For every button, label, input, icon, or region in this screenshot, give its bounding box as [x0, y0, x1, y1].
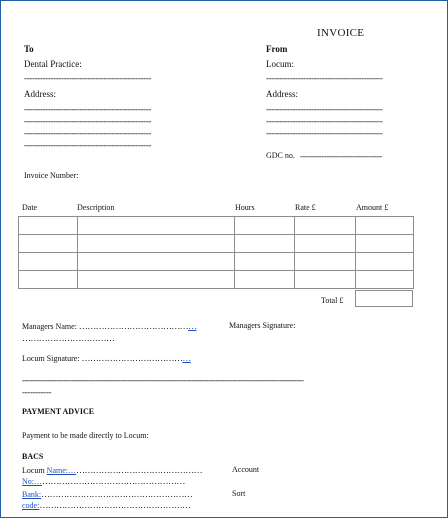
- invoice-title: INVOICE: [317, 27, 365, 39]
- to-heading: To: [24, 44, 34, 54]
- sort-label: Sort: [232, 489, 246, 498]
- to-address-label: Address:: [24, 89, 56, 99]
- bank-row: [22, 490, 192, 499]
- locum-line: --------------------------------------------: [266, 73, 383, 83]
- table-cell[interactable]: [356, 217, 414, 235]
- dental-practice-line: ------------------------------------------------: [24, 73, 152, 83]
- payment-advice-heading: PAYMENT ADVICE: [22, 407, 95, 416]
- col-header-description: Description: [77, 203, 115, 212]
- total-amount-field[interactable]: [355, 290, 413, 307]
- managers-name-link[interactable]: …: [188, 321, 197, 331]
- payment-note: Payment to be made directly to Locum:: [22, 431, 149, 440]
- locum-name-link[interactable]: Name:…: [46, 466, 76, 475]
- col-header-hours: Hours: [235, 203, 255, 212]
- table-cell[interactable]: [77, 235, 235, 253]
- table-cell[interactable]: [77, 217, 235, 235]
- table-cell[interactable]: [295, 235, 356, 253]
- from-address-line: --------------------------------------------: [266, 104, 383, 114]
- managers-name-dots-continued: ……………………………: [22, 333, 115, 343]
- total-label: Total £: [321, 296, 344, 305]
- sort-code-dots: ………………………………………………: [39, 500, 191, 510]
- locum-signature-link[interactable]: …: [182, 353, 191, 363]
- to-address-line: ------------------------------------------------: [24, 128, 152, 138]
- account-no-link[interactable]: No:…: [22, 477, 42, 486]
- bank-link[interactable]: Bank:: [22, 490, 42, 499]
- locum-signature-dots: ………………………………: [81, 353, 183, 363]
- locum-name-row: [22, 466, 202, 475]
- table-cell[interactable]: [235, 217, 295, 235]
- managers-name-dots: …………………………………: [78, 321, 189, 331]
- from-heading: From: [266, 44, 288, 54]
- gdc-number-line: -------------------------------: [300, 151, 383, 161]
- invoice-items-table: [18, 216, 414, 289]
- managers-name-label: Managers Name:: [22, 322, 77, 331]
- table-cell[interactable]: [235, 271, 295, 289]
- account-no-row: [22, 477, 185, 486]
- table-cell[interactable]: [356, 253, 414, 271]
- bacs-heading: BACS: [22, 452, 44, 461]
- managers-name-row: [22, 322, 196, 331]
- table-cell[interactable]: [77, 253, 235, 271]
- to-address-line: ------------------------------------------------: [24, 116, 152, 126]
- to-address-line: ------------------------------------------------: [24, 140, 152, 150]
- table-cell[interactable]: [77, 271, 235, 289]
- table-row: [19, 253, 414, 271]
- bank-dots: ………………………………………………: [41, 489, 193, 499]
- col-header-rate: Rate £: [295, 203, 316, 212]
- table-cell[interactable]: [356, 271, 414, 289]
- table-cell[interactable]: [295, 253, 356, 271]
- account-label: Account: [232, 465, 260, 474]
- locum-name-dots: ………………………………………: [76, 465, 203, 475]
- table-cell[interactable]: [295, 271, 356, 289]
- col-header-date: Date: [22, 203, 38, 212]
- locum-signature-label: Locum Signature:: [22, 354, 80, 363]
- table-row: [19, 271, 414, 289]
- table-row: [19, 217, 414, 235]
- table-cell[interactable]: [19, 271, 78, 289]
- from-address-line: --------------------------------------------: [266, 116, 383, 126]
- locum-signature-row: [22, 354, 191, 363]
- separator-line-tail: -----------: [22, 387, 52, 397]
- sort-code-link[interactable]: code:: [22, 501, 40, 510]
- col-header-amount: Amount £: [356, 203, 389, 212]
- table-cell[interactable]: [356, 235, 414, 253]
- invoice-number-label: Invoice Number:: [24, 171, 79, 180]
- locum-label: Locum:: [266, 59, 294, 69]
- sort-code-row: [22, 501, 191, 510]
- to-address-line: ------------------------------------------------: [24, 104, 152, 114]
- table-cell[interactable]: [19, 217, 78, 235]
- table-cell[interactable]: [19, 253, 78, 271]
- account-no-dots: ……………………………………………: [42, 476, 185, 486]
- dental-practice-label: Dental Practice:: [24, 59, 82, 69]
- managers-signature-label: Managers Signature:: [229, 321, 296, 330]
- from-address-line: --------------------------------------------: [266, 128, 383, 138]
- table-row: [19, 235, 414, 253]
- table-cell[interactable]: [235, 253, 295, 271]
- gdc-number-label: GDC no.: [266, 151, 295, 160]
- locum-name-prefix: Locum: [22, 466, 47, 475]
- from-address-label: Address:: [266, 89, 298, 99]
- table-cell[interactable]: [235, 235, 295, 253]
- separator-line: -------------------------------------------------------------------------------------------------------------------: [22, 375, 304, 385]
- table-cell[interactable]: [19, 235, 78, 253]
- table-cell[interactable]: [295, 217, 356, 235]
